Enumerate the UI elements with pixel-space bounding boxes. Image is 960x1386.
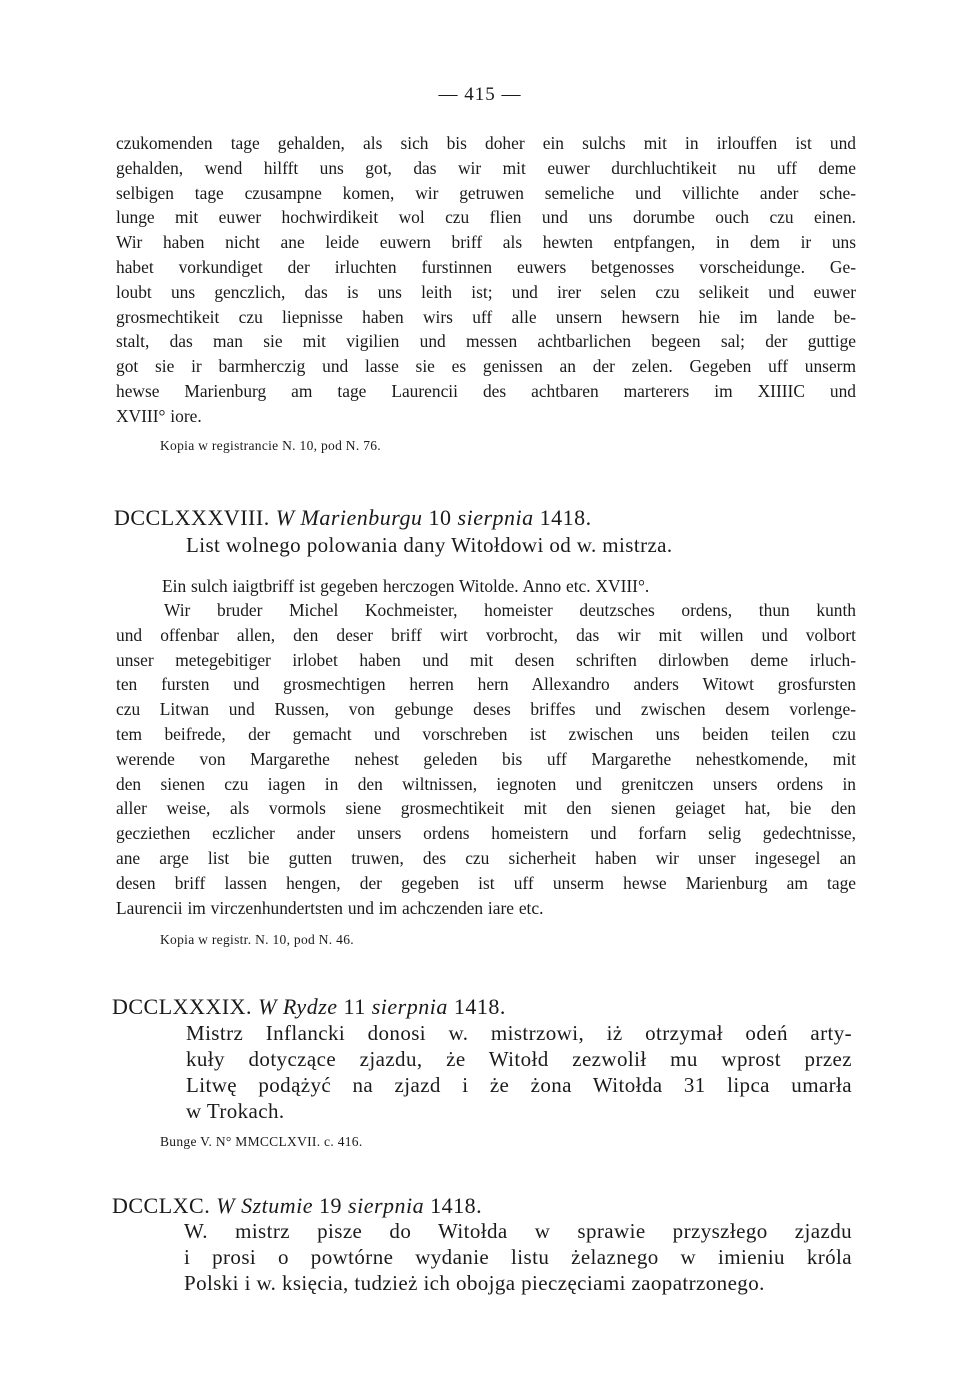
text-line: den sienen czu iagen in den wiltnissen, iegnoten und grenitczen unsers ordens in <box>116 773 856 794</box>
page-number: — 415 — <box>438 84 522 105</box>
document-number: DCCLXC. <box>112 1193 211 1218</box>
summary-line: Mistrz Inflancki donosi w. mistrzowi, iż otrzymał odeń arty- <box>186 1021 852 1045</box>
document-month: sierpnia <box>457 505 534 530</box>
document-place: W Rydze <box>258 994 338 1019</box>
document-day: 11 <box>343 994 366 1019</box>
continuation-paragraph <box>116 131 856 429</box>
document-year: 1418. <box>453 994 506 1019</box>
text-line: grosmechtikeit czu liepnisse haben wirs uff alle unsern hewsern hie im lande be- <box>116 306 856 327</box>
text-line: tem beifrede, der gemacht und vorschreben ist zwischen uns beiden teilen czu <box>116 723 856 744</box>
document-place: W Marienburgu <box>275 505 423 530</box>
text-line: und offenbar allen, den deser briff wirt vorbrocht, das wir mit willen und volbort <box>116 624 856 645</box>
document-day: 19 <box>319 1193 343 1218</box>
summary-line: kuły dotyczące zjazdu, że Witołd zezwolił mu wprost przez <box>186 1047 852 1071</box>
text-line: stalt, das man sie mit vigilien und messen achtbarlichen begeen sal; der guttige <box>116 331 856 352</box>
summary-line: Polski i w. księcia, tudzież ich obojga pieczęciami zaopatrzonego. <box>184 1271 765 1295</box>
text-line: czu Litwan und Russen, von gebunge deses briffes und zwischen desem vorlenge- <box>116 699 856 720</box>
text-line: unser metegebitiger irlobet haben und mit desen schriften dirlowben deme irluch- <box>116 649 856 670</box>
document-number: DCCLXXXIX. <box>112 994 253 1019</box>
text-line: desen briff lassen hengen, der gegeben ist uff unserm hewse Marienburg am tage <box>116 872 856 893</box>
summary-line: List wolnego polowania dany Witołdowi od w. mistrza. <box>186 533 673 557</box>
source-note: Kopia w registrancie N. 10, pod N. 76. <box>160 438 381 453</box>
document-heading <box>112 994 506 1020</box>
text-line: Laurencii im virczenhundertsten und im achczenden iare etc. <box>116 897 544 918</box>
text-line: hewse Marienburg am tage Laurencii des achtbaren marterers im XIIIIC und <box>116 380 856 401</box>
document-text <box>116 598 856 920</box>
document-summary <box>184 1218 852 1296</box>
text-line: lunge mit euwer hochwirdikeit wol czu flien und uns dorumbe ouch czu einen. <box>116 207 856 228</box>
document-year: 1418. <box>430 1193 483 1218</box>
text-line: ten fursten und grosmechtigen herren hern Allexandro anders Witowt grosfursten <box>116 674 856 695</box>
text-line: habet vorkundiget der irluchten furstinnen euwers betgenosses vorscheidunge. Ge- <box>116 256 856 277</box>
document-summary <box>186 532 826 558</box>
text-line: gecziethen eczlicher ander unsers ordens homeistern und forfarn selig gedechtnisse, <box>116 823 856 844</box>
text-line: got sie ir barmherczig und lasse sie es genissen an der zelen. Gegeben uff unserm <box>116 356 856 377</box>
document-heading <box>112 1193 482 1219</box>
text-line: czukomenden tage gehalden, als sich bis doher ein sulchs mit in irlouffen ist und <box>116 133 856 153</box>
summary-line: Litwę podążyć na zjazd i że żona Witołda 31 lipca umarła <box>186 1073 852 1097</box>
text-line: XVIII° iore. <box>116 405 202 426</box>
text-line: selbigen tage czusampne komen, wir getruwen semeliche und villichte ander sche- <box>116 182 856 203</box>
summary-line: w Trokach. <box>186 1099 285 1123</box>
summary-line: i prosi o powtórne wydanie listu żelaznego w imieniu króla <box>184 1245 852 1269</box>
document-month: sierpnia <box>348 1193 425 1218</box>
text-line: Wir bruder Michel Kochmeister, homeister deutzsches ordens, thun kunth <box>164 600 856 620</box>
source-note: Kopia w registr. N. 10, pod N. 46. <box>160 932 354 947</box>
document-number: DCCLXXXVIII. <box>114 505 270 530</box>
document-heading <box>114 505 592 531</box>
text-line: Wir haben nicht ane leide euwern briff als hewten entpfangen, in dem ir uns <box>116 232 856 253</box>
text-line: loubt uns genczlich, das is uns leith ist; und irer selen czu selikeit und euwer <box>116 281 856 302</box>
text-line: werende von Margarethe nehest geleden bis uff Margarethe nehestkomende, mit <box>116 748 856 769</box>
document-summary <box>186 1020 852 1124</box>
summary-line: W. mistrz pisze do Witołda w sprawie przyszłego zjazdu <box>184 1219 852 1243</box>
document-year: 1418. <box>539 505 592 530</box>
text-line: ane arge list bie gutten truwen, des czu sicherheit haben wir unser ingesegel an <box>116 847 856 868</box>
document-place: W Sztumie <box>216 1193 314 1218</box>
document-incipit: Ein sulch iaigtbriff ist gegeben herczogen Witolde. Anno etc. XVIII°. <box>162 576 650 596</box>
document-day: 10 <box>428 505 452 530</box>
source-note: Bunge V. N° MMCCLXVII. c. 416. <box>160 1134 363 1149</box>
document-month: sierpnia <box>371 994 448 1019</box>
text-line: gehalden, wend hilfft uns got, das wir mit euwer durchluchtikeit nu uff deme <box>116 157 856 178</box>
text-line: aller weise, als vormols siene grosmechtikeit mit den sienen geiaget hat, bie den <box>116 798 856 819</box>
